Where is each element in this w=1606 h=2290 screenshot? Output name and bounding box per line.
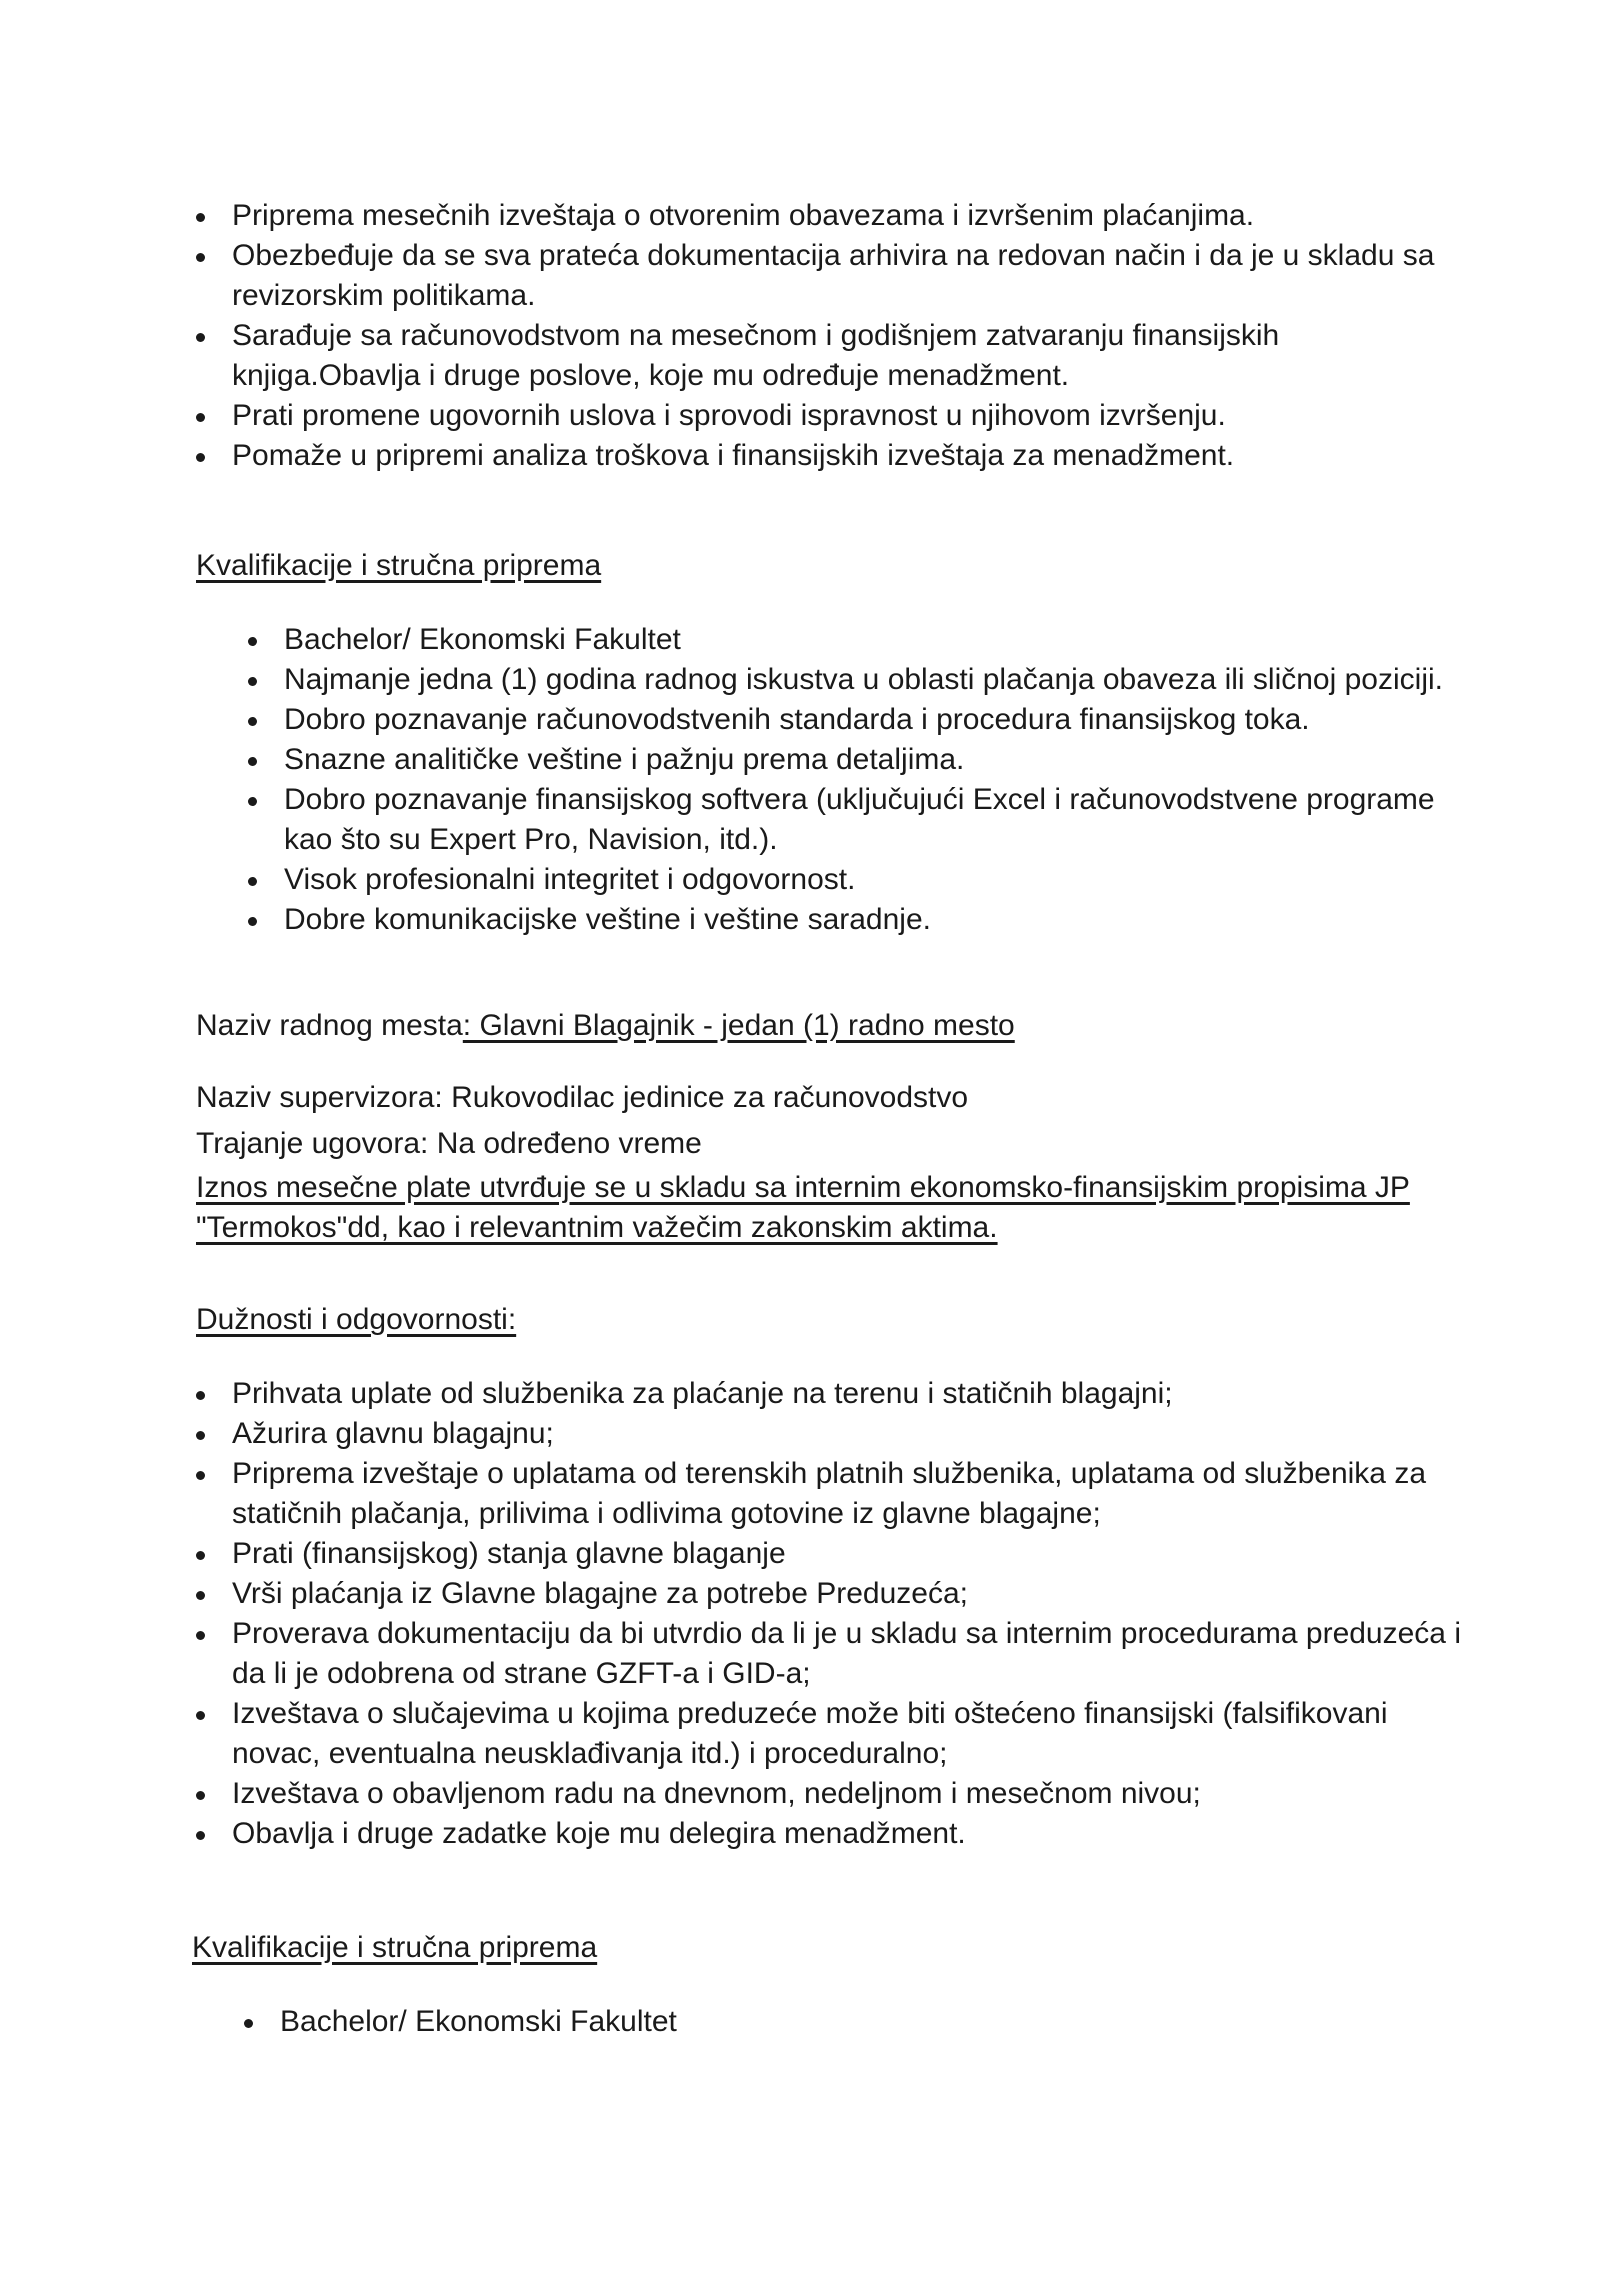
list-item: Ažurira glavnu blagajnu;: [186, 1414, 1466, 1454]
list-item: Izveštava o slučajevima u kojima preduzeće može biti oštećeno finansijski (falsifikovani novac, eventualna neusklađivanja itd.) i proceduralno;: [186, 1694, 1466, 1774]
list-item: Prati promene ugovornih uslova i sprovodi ispravnost u njihovom izvršenju.: [186, 396, 1466, 436]
responsibilities-list: [186, 196, 1466, 476]
list-item: Dobro poznavanje računovodstvenih standarda i procedura finansijskog toka.: [238, 700, 1488, 740]
list-item: Prati (finansijskog) stanja glavne blaganje: [186, 1534, 1466, 1574]
position-name: : Glavni Blagajnik - jedan (1) radno mesto: [462, 1009, 1015, 1042]
list-item: Prihvata uplate od službenika za plaćanje na terenu i statičnih blagajni;: [186, 1374, 1466, 1414]
list-item: Dobro poznavanje finansijskog softvera (uključujući Excel i računovodstvene programe kao što su Expert Pro, Navision, itd.).: [238, 780, 1488, 860]
qualifications-list: [238, 620, 1488, 940]
supervisor-line: Naziv supervizora: Rukovodilac jedinice za računovodstvo: [196, 1081, 969, 1114]
position-title: [196, 1006, 1015, 1046]
salary-paragraph: Iznos mesečne plate utvrđuje se u skladu sa internim ekonomsko-finansijskim propisima JP "Termokos"dd, kao i relevantnim važečim zakonskim aktima.: [196, 1171, 1410, 1244]
list-item: Vrši plaćanja iz Glavne blagajne za potrebe Preduzeća;: [186, 1574, 1466, 1614]
list-item: Obavlja i druge zadatke koje mu delegira menadžment.: [186, 1814, 1466, 1854]
contract-duration-line: Trajanje ugovora: Na određeno vreme: [196, 1127, 702, 1160]
qualifications-list-2: [234, 2002, 1484, 2042]
list-item: Sarađuje sa računovodstvom na mesečnom i godišnjem zatvaranju finansijskih knjiga.Obavlja i druge poslove, koje mu određuje menadžment.: [186, 316, 1466, 396]
list-item: Obezbeđuje da se sva prateća dokumentacija arhivira na redovan način i da je u skladu sa revizorskim politikama.: [186, 236, 1466, 316]
duties-list: [186, 1374, 1466, 1854]
duties-heading: Dužnosti i odgovornosti:: [196, 1303, 517, 1336]
list-item: Snazne analitičke veštine i pažnju prema detaljima.: [238, 740, 1488, 780]
qualifications-heading-2: Kvalifikacije i stručna priprema: [192, 1931, 598, 1964]
list-item: Izveštava o obavljenom radu na dnevnom, nedeljnom i mesečnom nivou;: [186, 1774, 1466, 1814]
list-item: Najmanje jedna (1) godina radnog iskustva u oblasti plačanja obaveza ili sličnoj poziciji.: [238, 660, 1488, 700]
list-item: Priprema izveštaje o uplatama od terenskih platnih službenika, uplatama od službenika za statičnih plačanja, prilivima i odlivima gotovine iz glavne blagajne;: [186, 1454, 1466, 1534]
list-item: Bachelor/ Ekonomski Fakultet: [234, 2002, 1484, 2042]
list-item: Pomaže u pripremi analiza troškova i finansijskih izveštaja za menadžment.: [186, 436, 1466, 476]
position-label: Naziv radnog mesta: [196, 1009, 463, 1042]
qualifications-heading: Kvalifikacije i stručna priprema: [196, 549, 602, 582]
list-item: Dobre komunikacijske veštine i veštine saradnje.: [238, 900, 1488, 940]
list-item: Visok profesionalni integritet i odgovornost.: [238, 860, 1488, 900]
list-item: Bachelor/ Ekonomski Fakultet: [238, 620, 1488, 660]
list-item: Proverava dokumentaciju da bi utvrdio da li je u skladu sa internim procedurama preduzeća i da li je odobrena od strane GZFT-a i GID-a;: [186, 1614, 1466, 1694]
list-item: Priprema mesečnih izveštaja o otvorenim obavezama i izvršenim plaćanjima.: [186, 196, 1466, 236]
